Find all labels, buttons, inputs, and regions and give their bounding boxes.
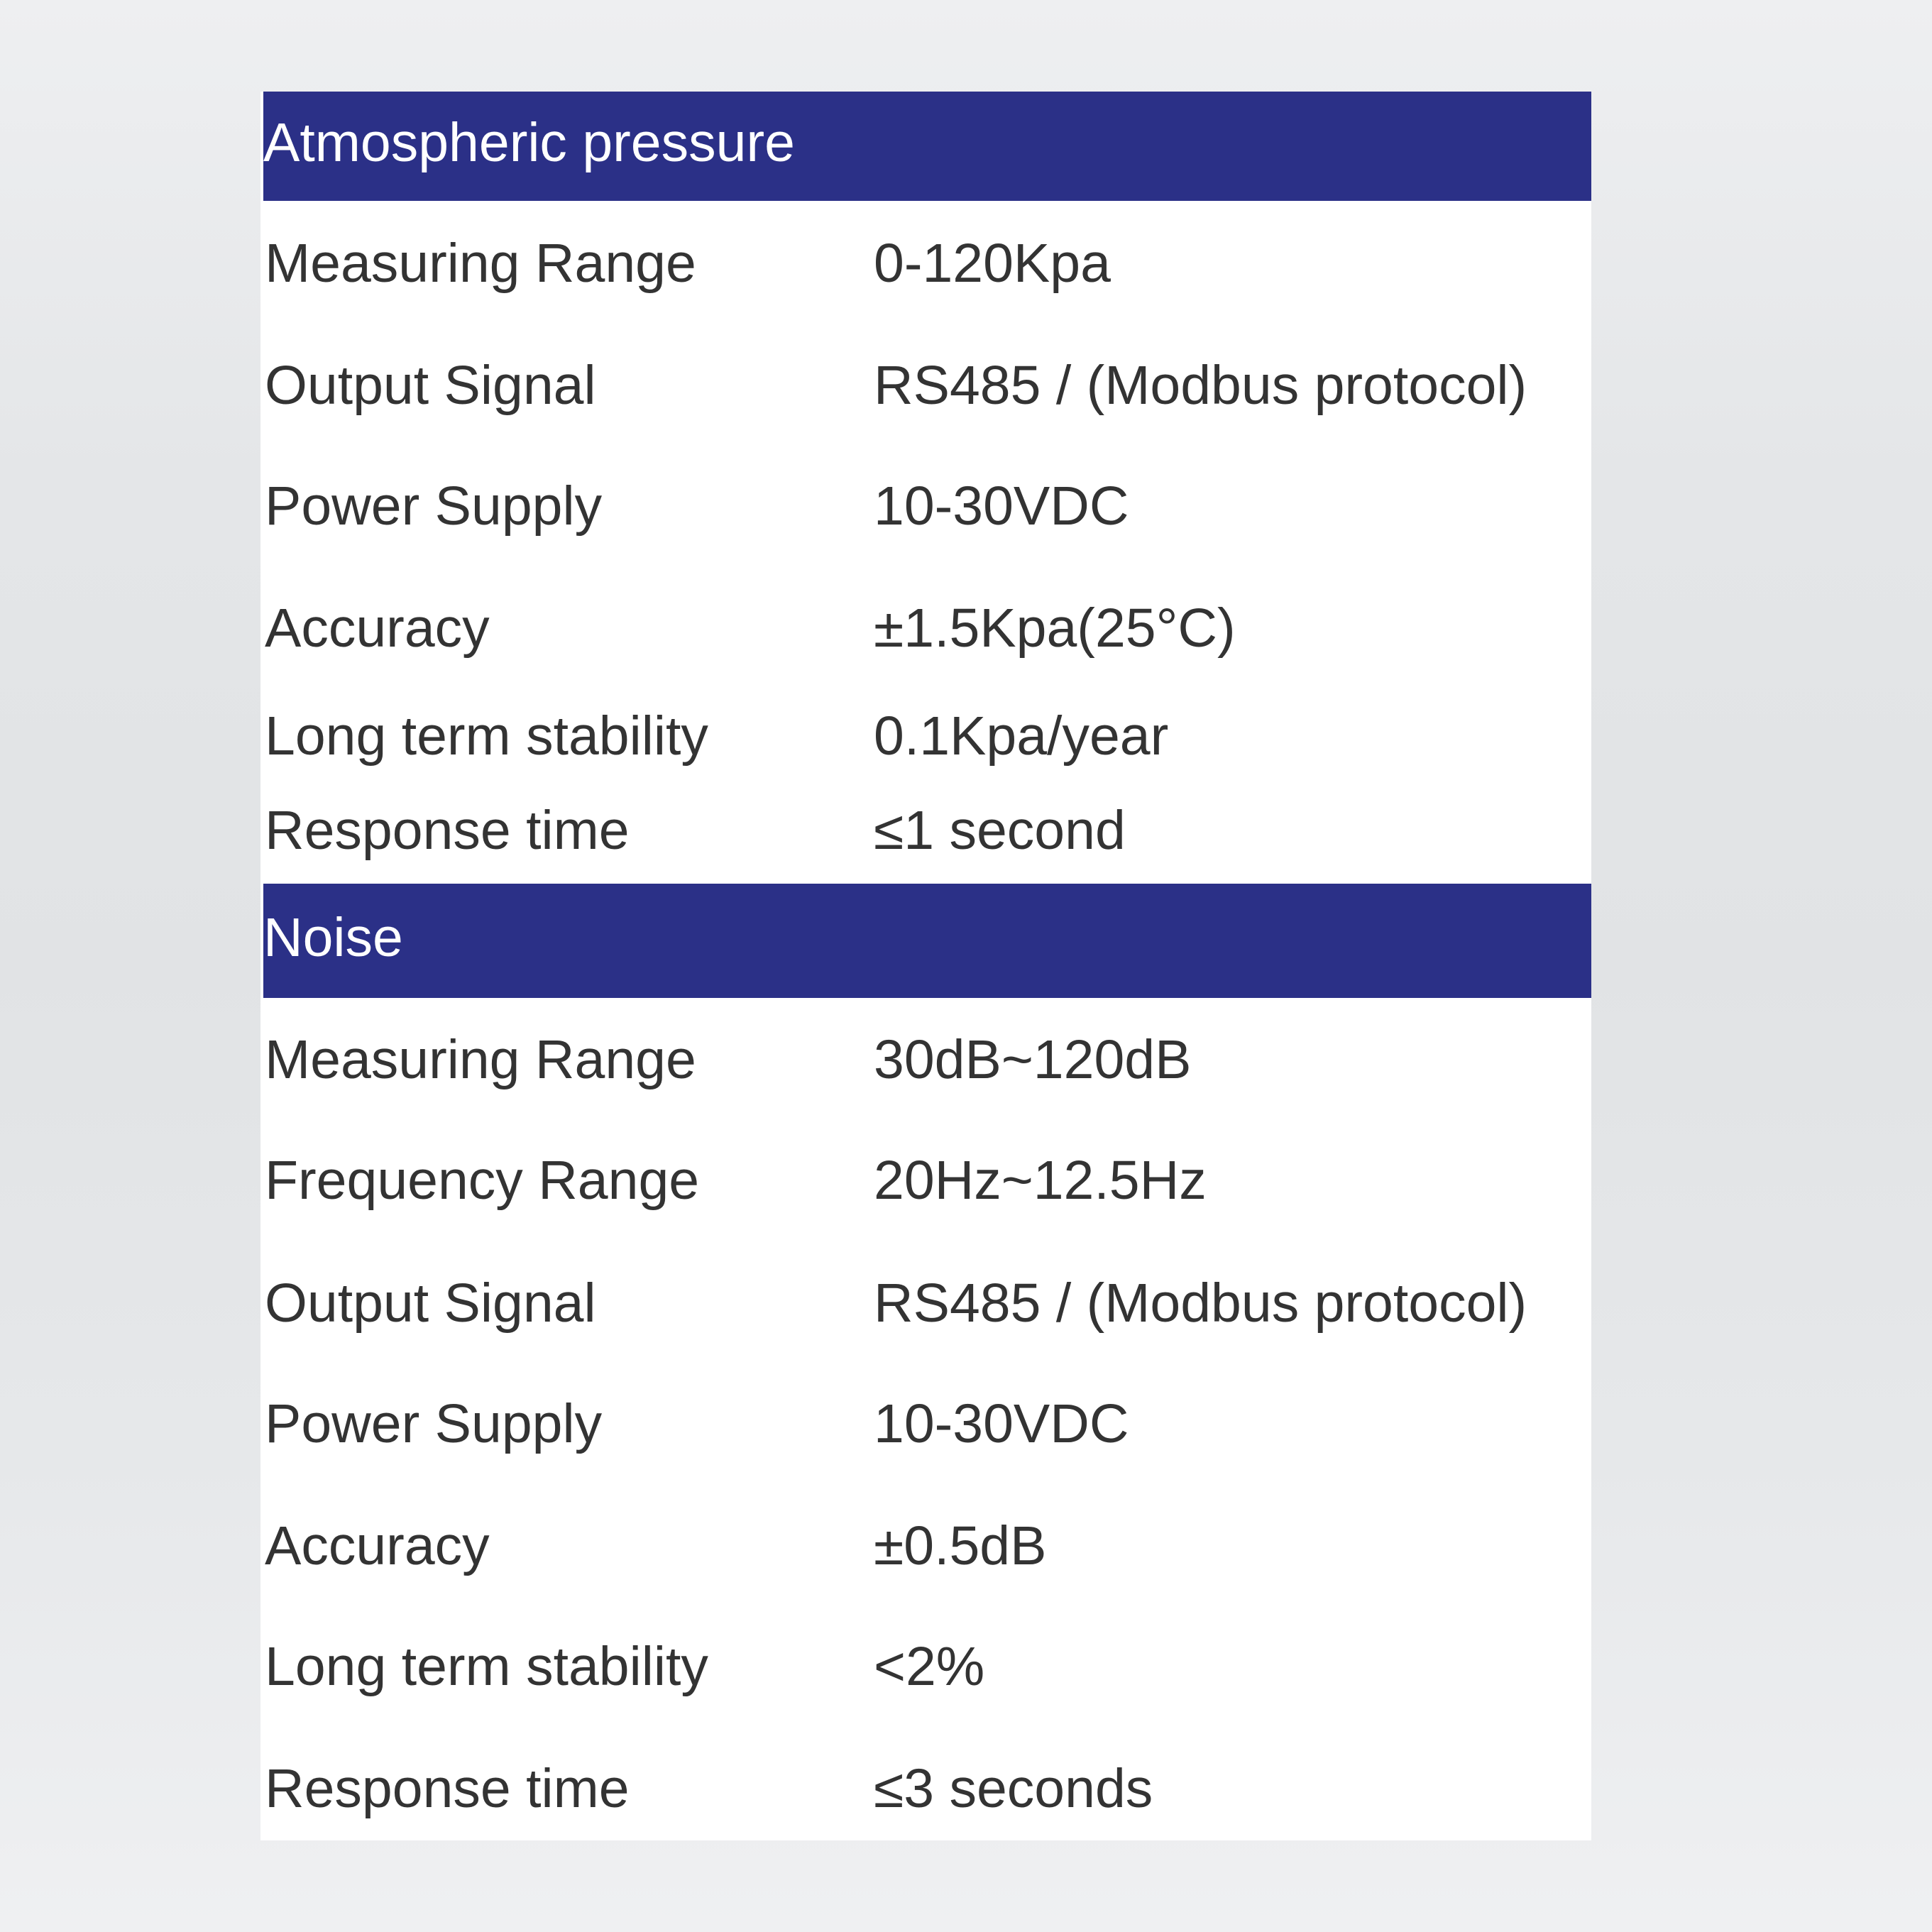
spec-row-power-supply bbox=[260, 1393, 1591, 1454]
spec-label: Power Supply bbox=[265, 1393, 603, 1454]
spec-label: Response time bbox=[265, 800, 630, 861]
spec-label: Response time bbox=[265, 1758, 630, 1819]
spec-row-output-signal bbox=[260, 355, 1591, 416]
spec-row-frequency-range bbox=[260, 1150, 1591, 1211]
spec-row-accuracy bbox=[260, 1515, 1591, 1576]
spec-value: <2% bbox=[874, 1636, 985, 1697]
section-header-noise bbox=[263, 884, 1591, 998]
spec-label: Output Signal bbox=[265, 355, 596, 416]
spec-table bbox=[260, 92, 1591, 1840]
section-title: Atmospheric pressure bbox=[263, 112, 795, 173]
spec-row-long-term-stability bbox=[260, 706, 1591, 767]
spec-row-measuring-range bbox=[260, 1029, 1591, 1090]
spec-label: Measuring Range bbox=[265, 233, 696, 294]
spec-row-measuring-range bbox=[260, 233, 1591, 294]
spec-label: Output Signal bbox=[265, 1273, 596, 1334]
spec-value: 10-30VDC bbox=[874, 1393, 1129, 1454]
section-title: Noise bbox=[263, 907, 403, 968]
spec-value: ≤3 seconds bbox=[874, 1758, 1153, 1819]
spec-value: ±0.5dB bbox=[874, 1515, 1047, 1576]
spec-value: 0-120Kpa bbox=[874, 233, 1111, 294]
spec-label: Measuring Range bbox=[265, 1029, 696, 1090]
spec-row-response-time bbox=[260, 1758, 1591, 1819]
spec-label: Frequency Range bbox=[265, 1150, 700, 1211]
spec-row-long-term-stability bbox=[260, 1636, 1591, 1697]
spec-label: Accuracy bbox=[265, 598, 490, 659]
spec-value: RS485 / (Modbus protocol) bbox=[874, 355, 1527, 416]
section-header-atmospheric-pressure bbox=[263, 92, 1591, 201]
spec-row-output-signal bbox=[260, 1273, 1591, 1334]
spec-label: Long term stability bbox=[265, 1636, 708, 1697]
spec-row-accuracy bbox=[260, 598, 1591, 659]
spec-row-power-supply bbox=[260, 476, 1591, 537]
spec-value: ±1.5Kpa(25°C) bbox=[874, 598, 1236, 659]
spec-value: 30dB~120dB bbox=[874, 1029, 1192, 1090]
spec-row-response-time bbox=[260, 800, 1591, 861]
spec-label: Long term stability bbox=[265, 706, 708, 767]
spec-value: 10-30VDC bbox=[874, 476, 1129, 537]
spec-value: 20Hz~12.5Hz bbox=[874, 1150, 1207, 1211]
spec-value: 0.1Kpa/year bbox=[874, 706, 1169, 767]
spec-value: RS485 / (Modbus protocol) bbox=[874, 1273, 1527, 1334]
spec-label: Accuracy bbox=[265, 1515, 490, 1576]
spec-label: Power Supply bbox=[265, 476, 603, 537]
spec-value: ≤1 second bbox=[874, 800, 1126, 861]
